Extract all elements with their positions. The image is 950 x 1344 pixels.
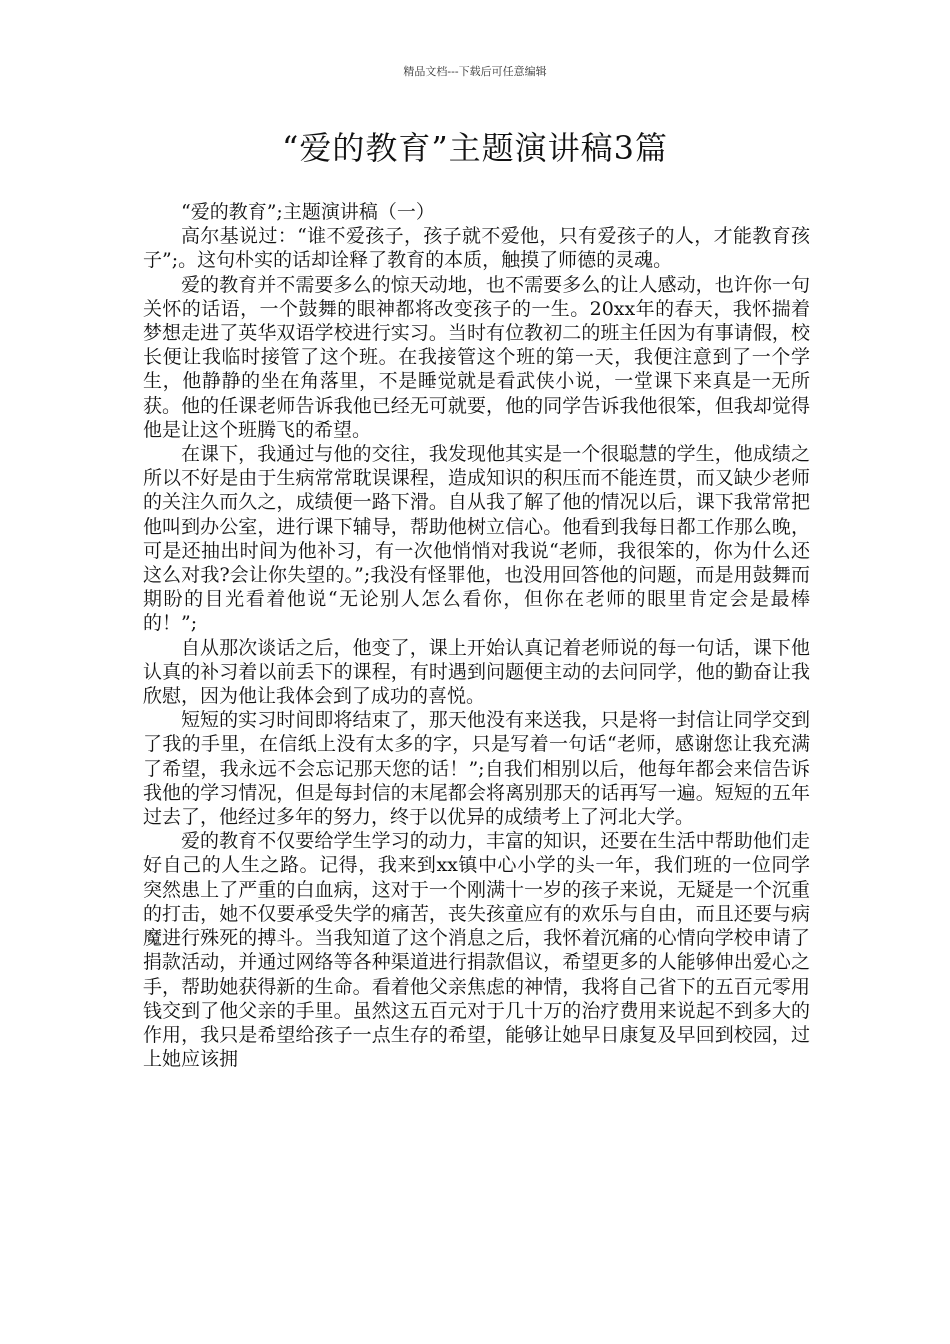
document-body (143, 200, 810, 1071)
paragraph: 高尔基说过：“谁不爱孩子，孩子就不爱他，只有爱孩子的人，才能教育孩子”;。这句朴实的话却诠释了教育的本质，触摸了师德的灵魂。 (143, 225, 810, 272)
paragraph: 爱的教育并不需要多么的惊天动地，也不需要多么的让人感动，也许你一句关怀的话语，一个鼓舞的眼神都将改变孩子的一生。20xx年的春天，我怀揣着梦想走进了英华双语学校进行实习。当时有位教初二的班主任因为有事请假，校长便让我临时接管了这个班。在我接管这个班的第一天，我便注意到了一个学生，他静静的坐在角落里，不是睡觉就是看武侠小说，一堂课下来真是一无所获。他的任课老师告诉我他已经无可就要，他的同学告诉我他很笨，但我却觉得他是让这个班腾飞的希望。 (143, 273, 810, 441)
page-header: 精品文档---下载后可任意编辑 (403, 65, 547, 78)
document-subtitle: “爱的教育”;主题演讲稿（一） (181, 201, 435, 223)
document-title: “爱的教育”主题演讲稿3篇 (281, 129, 669, 167)
paragraph: 在课下，我通过与他的交往，我发现他其实是一个很聪慧的学生，他成绩之所以不好是由于生病常常耽误课程，造成知识的积压而不能连贯，而又缺少老师的关注久而久之，成绩便一路下滑。自从我了解了他的情况以后，课下我常常把他叫到办公室，进行课下辅导，帮助他树立信心。他看到我每日都工作那么晚，可是还抽出时间为他补习，有一次他悄悄对我说“老师，我很笨的，你为什么还这么对我?会让你失望的。”;我没有怪罪他，也没用回答他的问题，而是用鼓舞而期盼的目光看着他说“无论别人怎么看你，但你在老师的眼里肯定会是最棒的！”; (143, 443, 810, 635)
paragraph: 自从那次谈话之后，他变了，课上开始认真记着老师说的每一句话，课下他认真的补习着以前丢下的课程，有时遇到问题便主动的去问同学，他的勤奋让我欣慰，因为他让我体会到了成功的喜悦。 (143, 636, 810, 708)
paragraph: 爱的教育不仅要给学生学习的动力，丰富的知识，还要在生活中帮助他们走好自己的人生之路。记得，我来到xx镇中心小学的头一年，我们班的一位同学突然患上了严重的白血病，这对于一个刚满十一岁的孩子来说，无疑是一个沉重的打击，她不仅要承受失学的痛苦，丧失孩童应有的欢乐与自由，而且还要与病魔进行殊死的搏斗。当我知道了这个消息之后，我怀着沉痛的心情向学校申请了捐款活动，并通过网络等各种渠道进行捐款倡议，希望更多的人能够伸出爱心之手，帮助她获得新的生命。看着他父亲焦虑的神情，我将自己省下的五百元零用钱交到了他父亲的手里。虽然这五百元对于几十万的治疗费用来说起不到多大的作用，我只是希望给孩子一点生存的希望，能够让她早日康复及早回到校园，过上她应该拥 (143, 830, 810, 1071)
paragraph: 短短的实习时间即将结束了，那天他没有来送我，只是将一封信让同学交到了我的手里，在信纸上没有太多的字，只是写着一句话“老师，感谢您让我充满了希望，我永远不会忘记那天您的话！”;自我们相别以后，他每年都会来信告诉我他的学习情况，但是每封信的末尾都会将离别那天的话再写一遍。短短的五年过去了，他经过多年的努力，终于以优异的成绩考上了河北大学。 (143, 709, 810, 829)
